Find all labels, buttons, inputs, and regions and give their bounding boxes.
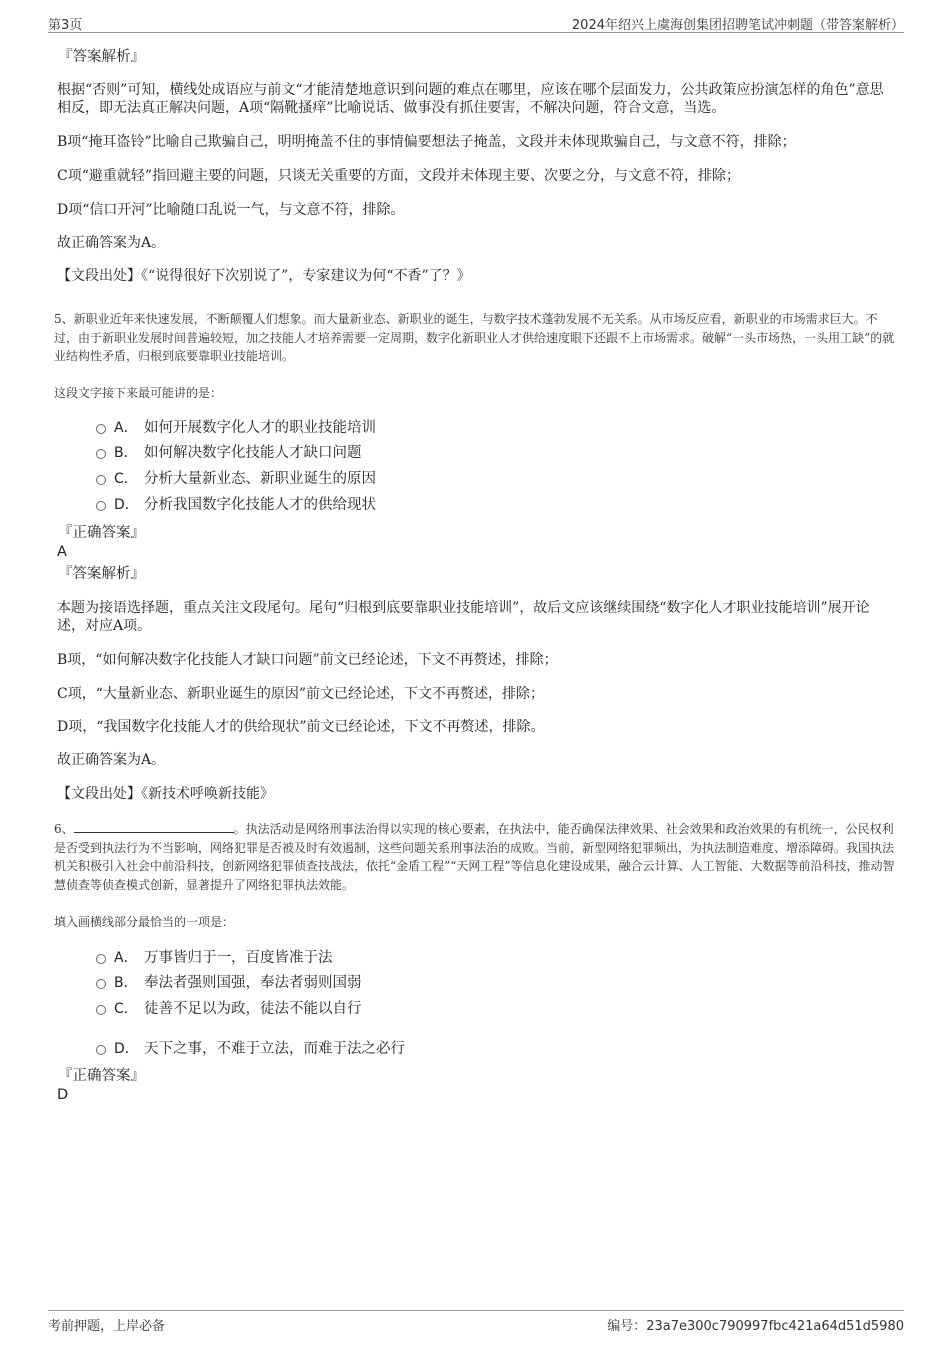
- q5-analysis-para-2: B项，“如何解决数字化技能人才缺口问题”前文已经论述，下文不再赘述，排除；: [57, 652, 558, 668]
- q4-analysis-para-1: 根据“否则”可知，横线处成语应与前文“才能清楚地意识到问题的难点在哪里，应该在哪个层面发力，公共政策应扮演怎样的角色”意思相反，即无法真正解决问题，A项“隔靴搔痒”比喻说话、做事没有抓住要害，不解决问题，符合文意，当选。: [57, 82, 884, 116]
- q6-option-d[interactable]: D． 天下之事，不难于立法，而难于法之必行: [96, 1039, 405, 1059]
- q5-question: 这段文字接下来最可能讲的是：: [54, 386, 223, 400]
- document-title: 2024年绍兴上虞海创集团招聘笔试冲刺题（带答案解析）: [571, 18, 904, 33]
- q4-analysis-label: 『答案解析』: [58, 49, 145, 65]
- q5-source: 【文段出处】《新技术呼唤新技能》: [57, 786, 274, 802]
- radio-icon[interactable]: [96, 475, 106, 485]
- q5-option-a[interactable]: A． 如何开展数字化人才的职业技能培训: [96, 418, 376, 438]
- radio-icon[interactable]: [96, 979, 106, 989]
- radio-icon[interactable]: [96, 1005, 106, 1015]
- q6-option-b[interactable]: B． 奉法者强则国强，奉法者弱则国弱: [96, 973, 362, 993]
- radio-icon[interactable]: [96, 424, 106, 434]
- q5-answer-label: 『正确答案』: [58, 525, 145, 541]
- q5-conclusion: 故正确答案为A。: [57, 752, 166, 768]
- q6-question: 填入画横线部分最恰当的一项是：: [54, 915, 235, 929]
- radio-icon[interactable]: [96, 954, 106, 964]
- page-header: [48, 12, 904, 33]
- q5-option-b[interactable]: B． 如何解决数字化技能人才缺口问题: [96, 443, 362, 463]
- q5-analysis-label: 『答案解析』: [58, 566, 145, 582]
- q5-analysis-para-3: C项，“大量新业态、新职业诞生的原因”前文已经论述，下文不再赘述，排除；: [57, 686, 545, 702]
- q4-analysis-para-4: D项“信口开河”比喻随口乱说一气，与文意不符，排除。: [57, 202, 405, 218]
- q4-source: 【文段出处】《“说得很好下次别说了”，专家建议为何“不香”了？》: [57, 268, 471, 284]
- q6-stem: 6、 。执法活动是网络刑事法治得以实现的核心要素，在执法中，能否确保法律效果、社会效果和政治效果的有机统一，公民权利是否受到执法行为不当影响，网络犯罪是否被及时有效遏制，这些问题关系刑事法治的成败。当前，新型网络犯罪频出，为执法制造难度、增添障碍。我国执法机关积极引入社会中前沿科技，创新网络犯罪侦查技战法，依托“金盾工程”“天网工程”等信息化建设成果，融合云计算、人工智能、大数据等前沿科技，推动智慧侦查等侦查模式创新，显著提升了网络犯罪执法效能。: [54, 822, 895, 892]
- q4-conclusion: 故正确答案为A。: [57, 235, 166, 251]
- radio-icon[interactable]: [96, 449, 106, 459]
- radio-icon[interactable]: [96, 501, 106, 511]
- q5-analysis-para-1: 本题为接语选择题，重点关注文段尾句。尾句“归根到底要靠职业技能培训”，故后文应该继续围绕“数字化人才职业技能培训”展开论述，对应A项。: [57, 600, 870, 634]
- radio-icon[interactable]: [96, 1045, 106, 1055]
- document-id: 编号：23a7e300c790997fbc421a64d51d5980: [607, 1319, 904, 1334]
- q6-option-c[interactable]: C． 徒善不足以为政，徒法不能以自行: [96, 999, 362, 1019]
- page-footer: [48, 1310, 904, 1334]
- q4-analysis-para-2: B项“掩耳盗铃”比喻自己欺骗自己，明明掩盖不住的事情偏要想法子掩盖，文段并未体现欺骗自己，与文意不符，排除；: [57, 134, 796, 150]
- q5-option-d[interactable]: D． 分析我国数字化技能人才的供给现状: [96, 495, 376, 515]
- q5-option-c[interactable]: C． 分析大量新业态、新职业诞生的原因: [96, 469, 376, 489]
- q6-option-a[interactable]: A． 万事皆归于一，百度皆准于法: [96, 948, 333, 968]
- q4-analysis-para-3: C项“避重就轻”指回避主要的问题，只谈无关重要的方面，文段并未体现主要、次要之分，与文意不符，排除；: [57, 168, 741, 184]
- q5-stem: 5、新职业近年来快速发展，不断颠覆人们想象。而大量新业态、新职业的诞生，与数字技术蓬勃发展不无关系。从市场反应看，新职业的市场需求巨大。不过，由于新职业发展时间普遍较短，加之技能人才培养需要一定周期，数字化新职业人才供给速度眼下还跟不上市场需求。破解“一头市场热，一头用工缺”的就业结构性矛盾，归根到底要靠职业技能培训。: [54, 312, 895, 363]
- q5-answer: A: [57, 544, 67, 560]
- fill-blank: [74, 820, 234, 833]
- q6-answer-label: 『正确答案』: [58, 1068, 145, 1084]
- page-number: 第3页: [48, 18, 83, 33]
- footer-slogan: 考前押题，上岸必备: [48, 1319, 166, 1334]
- q6-answer: D: [57, 1087, 69, 1103]
- q5-analysis-para-4: D项，“我国数字化技能人才的供给现状”前文已经论述，下文不再赘述，排除。: [57, 719, 545, 735]
